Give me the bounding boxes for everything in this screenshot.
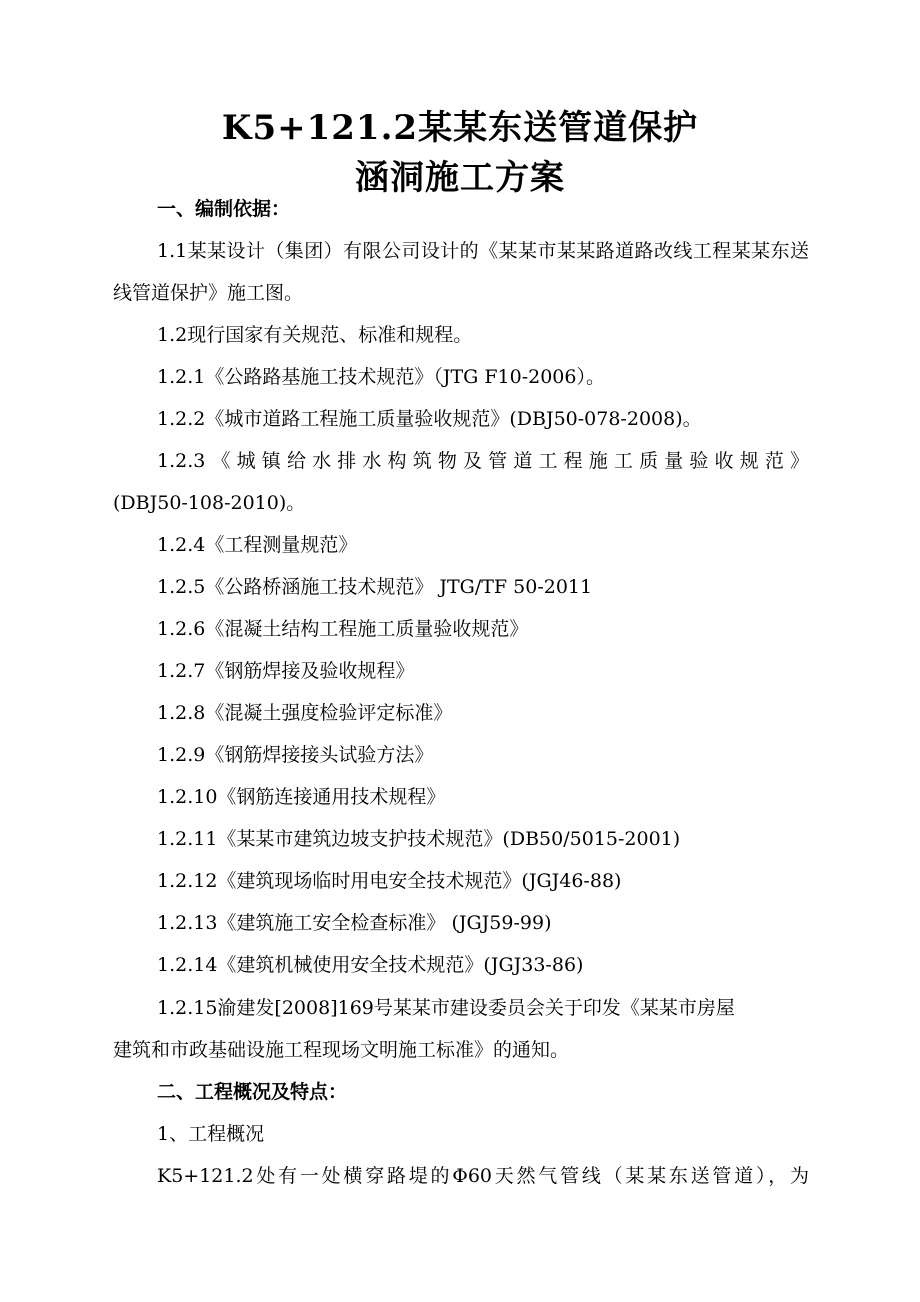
paragraph-line: 1.2.11《某某市建筑边坡支护技术规范》(DB50/5015-2001) (157, 828, 681, 850)
paragraph-line: (DBJ50-108-2010)。 (113, 492, 306, 514)
section-heading-overview: 二、工程概况及特点： (157, 1081, 348, 1103)
paragraph-line: 1.2.15渝建发[2008]169号某某市建设委员会关于印发《某某市房屋 (157, 997, 735, 1019)
paragraph-line: 1.2.3《城镇给水排水构筑物及管道工程施工质量验收规范》 (157, 450, 809, 472)
paragraph-line: 1.2.12《建筑现场临时用电安全技术规范》(JGJ46-88) (157, 870, 622, 892)
paragraph-line: 1.2.5《公路桥涵施工技术规范》 JTG/TF 50-2011 (157, 576, 593, 598)
paragraph-line: 1.2.4《工程测量规范》 (157, 534, 358, 556)
paragraph-line: 1.2.14《建筑机械使用安全技术规范》(JGJ33-86) (157, 954, 584, 976)
paragraph-line: 1.2.13《建筑施工安全检查标准》 (JGJ59-99) (157, 912, 552, 934)
paragraph-line: 1.2现行国家有关规范、标准和规程。 (157, 324, 473, 346)
paragraph-line: 1.2.9《钢筋焊接接头试验方法》 (157, 744, 434, 766)
document-title-line2: 涵洞施工方案 (355, 158, 565, 198)
paragraph-line: 1.1某某设计（集团）有限公司设计的《某某市某某路道路改线工程某某东送 (157, 240, 809, 262)
paragraph-line: 建筑和市政基础设施工程现场文明施工标准》的通知。 (113, 1039, 570, 1061)
paragraph-line: 1.2.7《钢筋焊接及验收规程》 (157, 660, 415, 682)
paragraph-line: 1.2.10《钢筋连接通用技术规程》 (157, 786, 446, 808)
paragraph-line: 1.2.1《公路路基施工技术规范》（JTG F10-2006）。 (157, 366, 605, 388)
subsection-heading-overview: 1、工程概况 (157, 1123, 265, 1145)
paragraph-line: 1.2.8《混凝土强度检验评定标准》 (157, 702, 453, 724)
paragraph-line: 1.2.6《混凝土结构工程施工质量验收规范》 (157, 618, 529, 640)
section-heading-basis: 一、编制依据： (157, 198, 291, 220)
paragraph-line: K5+121.2处有一处横穿路堤的Φ60天然气管线（某某东送管道），为 (157, 1165, 809, 1187)
document-title-line1: K5+121.2某某东送管道保护 (221, 108, 699, 148)
paragraph-line: 线管道保护》施工图。 (113, 282, 304, 304)
paragraph-line: 1.2.2《城市道路工程施工质量验收规范》(DBJ50-078-2008)。 (157, 408, 702, 430)
